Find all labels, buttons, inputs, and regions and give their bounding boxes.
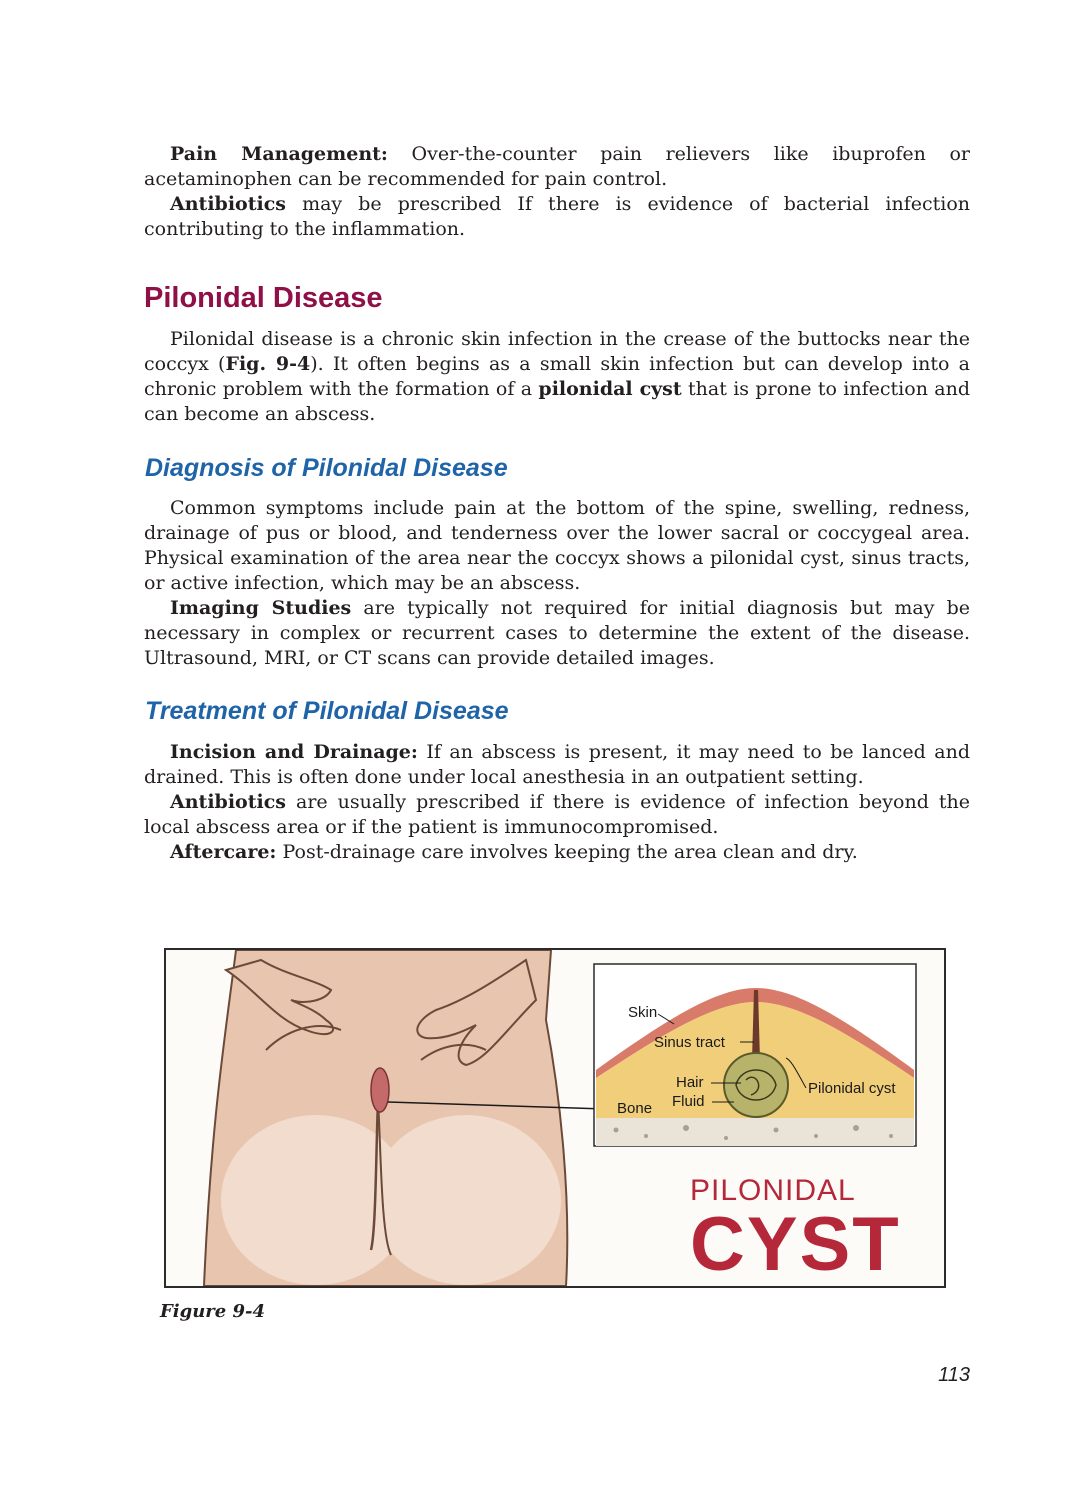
label-skin: Skin — [628, 1004, 658, 1021]
intro-paragraph — [144, 327, 970, 427]
text-aftercare: Post-drainage care involves keeping the area clean and dry. — [276, 841, 858, 863]
term-pilonidal-cyst: pilonidal cyst — [538, 378, 682, 400]
top-paragraphs — [144, 142, 970, 242]
intro-text-1: Pilonidal disease is a chronic skin infection in the crease of the buttocks near the coccyx ( — [144, 328, 970, 375]
intro-text-2: ). It often begins as a small skin infection but can develop into a chronic problem with the formation of a — [144, 353, 970, 400]
diagnosis-block — [144, 496, 970, 671]
cross-section-inset — [594, 964, 916, 1146]
diagnosis-heading: Diagnosis of Pilonidal Disease — [145, 454, 508, 482]
figure-illustration — [166, 950, 944, 1286]
imaging-paragraph — [144, 596, 970, 671]
treatment-item-antibiotics — [144, 790, 970, 840]
label-bone: Bone — [617, 1100, 653, 1117]
term-antibiotics-top: Antibiotics — [170, 193, 286, 215]
treatment-item-aftercare — [144, 840, 970, 865]
text-antibiotics-top: may be prescribed If there is evidence of bacterial infection contributing to the inflammation. — [144, 193, 970, 240]
treatment-heading: Treatment of Pilonidal Disease — [145, 697, 509, 725]
intro-text-3: that is prone to infection and can become an abscess. — [144, 378, 971, 425]
term-antibiotics: Antibiotics — [170, 791, 286, 813]
term-incision-drainage: Incision and Drainage: — [170, 741, 418, 763]
label-sinus-tract: Sinus tract — [654, 1034, 725, 1051]
label-fluid: Fluid — [672, 1093, 705, 1110]
figure-reference: Fig. 9-4 — [225, 353, 311, 375]
figure-pilonidal-cyst — [164, 948, 946, 1288]
treatment-item-incision — [144, 740, 970, 790]
term-aftercare: Aftercare: — [170, 841, 277, 863]
term-pain-management: Pain Management: — [170, 143, 388, 165]
text-imaging-studies: are typically not required for initial diagnosis but may be necessary in complex or recurrent cases to determine the extent of the disease. Ultrasound, MRI, or CT scans can provide detailed images. — [144, 597, 970, 669]
paragraph-antibiotics-top — [144, 192, 970, 242]
section-title: Pilonidal Disease — [144, 282, 383, 314]
label-pilonidal-cyst: Pilonidal cyst — [808, 1080, 896, 1097]
diagnosis-paragraph: Common symptoms include pain at the bottom of the spine, swelling, redness, drainage of pus or blood, and tenderness over the lower sacral or coccygeal area. Physical examination of the area near the coccyx shows a pilonidal cyst, sinus tracts, or active infection, which may be an abscess. — [144, 497, 970, 594]
figure-title-line2: CYST — [690, 1202, 901, 1286]
figure-title-line1: PILONIDAL — [690, 1174, 856, 1207]
term-imaging-studies: Imaging Studies — [170, 597, 352, 619]
text-antibiotics: are usually prescribed if there is evidence of infection beyond the local abscess area or if the patient is immunocompromised. — [144, 791, 970, 838]
page-number: 113 — [938, 1364, 970, 1386]
text-incision-drainage: If an abscess is present, it may need to be lanced and drained. This is often done under local anesthesia in an outpatient setting. — [144, 741, 970, 788]
figure-caption: Figure 9-4 — [160, 1301, 266, 1322]
treatment-block — [144, 740, 970, 865]
paragraph-pain-management — [144, 142, 970, 192]
label-hair: Hair — [676, 1074, 704, 1091]
intro-block — [144, 327, 970, 427]
text-pain-management: Over-the-counter pain relievers like ibuprofen or acetaminophen can be recommended for pain control. — [144, 143, 970, 190]
